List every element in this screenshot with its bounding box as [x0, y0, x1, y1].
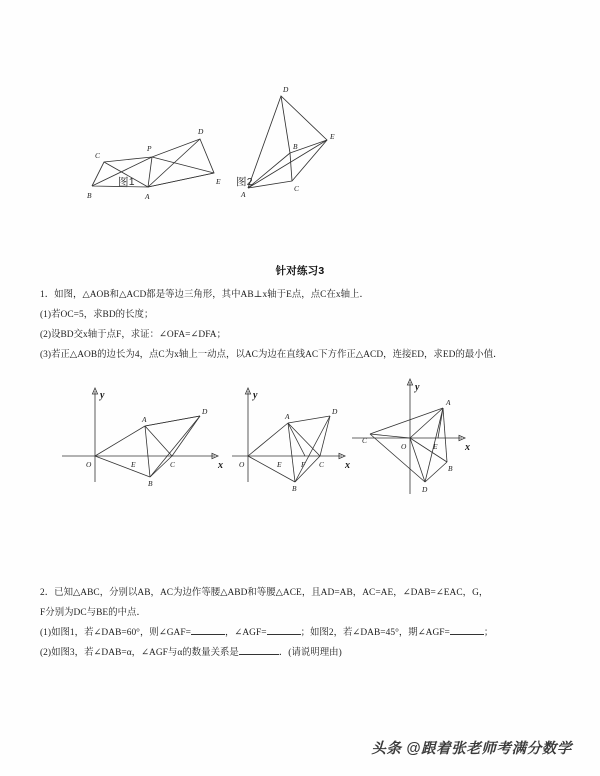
problem-1-part-3: (3)若正△AOB的边长为4，点C为x轴上一动点，以AC为边在直线AC下方作正△ACD，连接ED，求ED的最小值． — [40, 350, 503, 360]
c1-label-B: B — [148, 479, 153, 488]
c2-label-F: F — [301, 460, 306, 469]
c2-axis-label-y: y — [253, 390, 258, 401]
answer-blank-gaf[interactable] — [191, 634, 225, 635]
coord-figure-2 — [232, 388, 350, 493]
c1-label-A: A — [142, 415, 147, 424]
problem-2-part-1 — [40, 623, 568, 643]
problem-2-part-2-seg-a: (2)如图3，若∠DAB=α，∠AGF与α的数量关系是 — [40, 648, 239, 658]
problem-2-stem-line-2: F分别为DC与BE的中点． — [40, 608, 146, 618]
problem-2-part-2 — [40, 643, 568, 663]
c3-axis-label-x: x — [465, 442, 470, 453]
answer-blank-agf-1[interactable] — [267, 634, 301, 635]
coord-figure-1 — [62, 388, 223, 488]
problem-2-part-1-seg-a: (1)如图1，若∠DAB=60°，则∠GAF= — [40, 628, 191, 638]
fig2-label-A: A — [241, 190, 246, 199]
fig1-geometry — [95, 416, 200, 477]
c2-axis-label-x: x — [345, 460, 350, 471]
c1-label-E: E — [131, 460, 136, 469]
problem-1-part-1: (1)若OC=5，求BD的长度； — [40, 310, 154, 320]
problem-1-part-2: (2)设BD交x轴于点F，求证：∠OFA=∠DFA； — [40, 330, 227, 340]
c3-label-D: D — [422, 485, 428, 494]
fig2-label-D: D — [283, 85, 289, 94]
c2-label-O: O — [239, 460, 245, 469]
answer-blank-agf-2[interactable] — [450, 634, 484, 635]
c1-label-O: O — [86, 460, 92, 469]
footer-watermark-band — [0, 728, 600, 762]
c3-label-B: B — [448, 464, 453, 473]
top-figures-band — [0, 36, 600, 211]
c1-axis-label-x: x — [218, 460, 223, 471]
coordinate-figures-svg — [0, 372, 600, 502]
c1-label-D: D — [202, 407, 208, 416]
fig2-label-C: C — [294, 184, 299, 193]
figure-2-caption: 图2 — [236, 176, 253, 188]
c3-label-O: O — [401, 442, 407, 451]
c1-label-C: C — [170, 460, 175, 469]
c2-label-D: D — [332, 407, 338, 416]
figure-captions — [0, 174, 600, 196]
c2-label-C: C — [319, 460, 324, 469]
problem-2-block — [40, 583, 568, 663]
fig3-point-labels — [362, 398, 453, 494]
answer-blank-relation[interactable] — [239, 654, 279, 655]
figure-1-caption: 图1 — [118, 176, 135, 188]
fig1-label-P: P — [147, 144, 152, 153]
c2-label-E: E — [277, 460, 282, 469]
c3-label-C: C — [362, 436, 367, 445]
problem-2-part-1-seg-b: ，∠AGF= — [224, 628, 267, 638]
problem-2-part-1-seg-d: ； — [483, 628, 494, 638]
fig1-label-C: C — [95, 151, 100, 160]
c3-axis-label-y: y — [415, 382, 420, 393]
coordinate-figures-band — [0, 372, 600, 502]
problem-2-stem-line-1: 2．已知△ABC，分别以AB，AC为边作等腰△ABD和等腰△ACE，且AD=AB，AC=AE，∠DAB=∠EAC，G， — [40, 588, 489, 598]
problem-2-part-1-seg-c: ；如图2，若∠DAB=45°，期∠AGF= — [300, 628, 450, 638]
problem-1-stem: 1．如图，△AOB和△ACD都是等边三角形，其中AB⊥x轴于E点，点C在x轴上． — [40, 290, 369, 300]
coord-figure-3 — [352, 379, 470, 494]
fig1-label-E: E — [216, 177, 221, 186]
fig2-geometry — [248, 416, 330, 482]
watermark-text: 头条 @跟着张老师考满分数学 — [371, 741, 572, 757]
c3-label-E: E — [433, 442, 438, 451]
c1-axis-label-y: y — [100, 390, 105, 401]
fig1-label-A: A — [145, 192, 150, 201]
fig2-label-B: B — [293, 142, 298, 151]
problem-2-part-2-seg-b: ．(请说明理由) — [278, 648, 342, 658]
c3-label-A: A — [446, 398, 451, 407]
section-heading: 针对练习3 — [275, 265, 325, 277]
c2-label-B: B — [292, 484, 297, 493]
fig1-label-D: D — [198, 127, 204, 136]
problem-1-block — [40, 285, 568, 365]
fig2-label-E: E — [330, 132, 335, 141]
c2-label-A: A — [285, 412, 290, 421]
fig1-label-B: B — [87, 191, 92, 200]
fig2-point-labels — [239, 407, 338, 493]
